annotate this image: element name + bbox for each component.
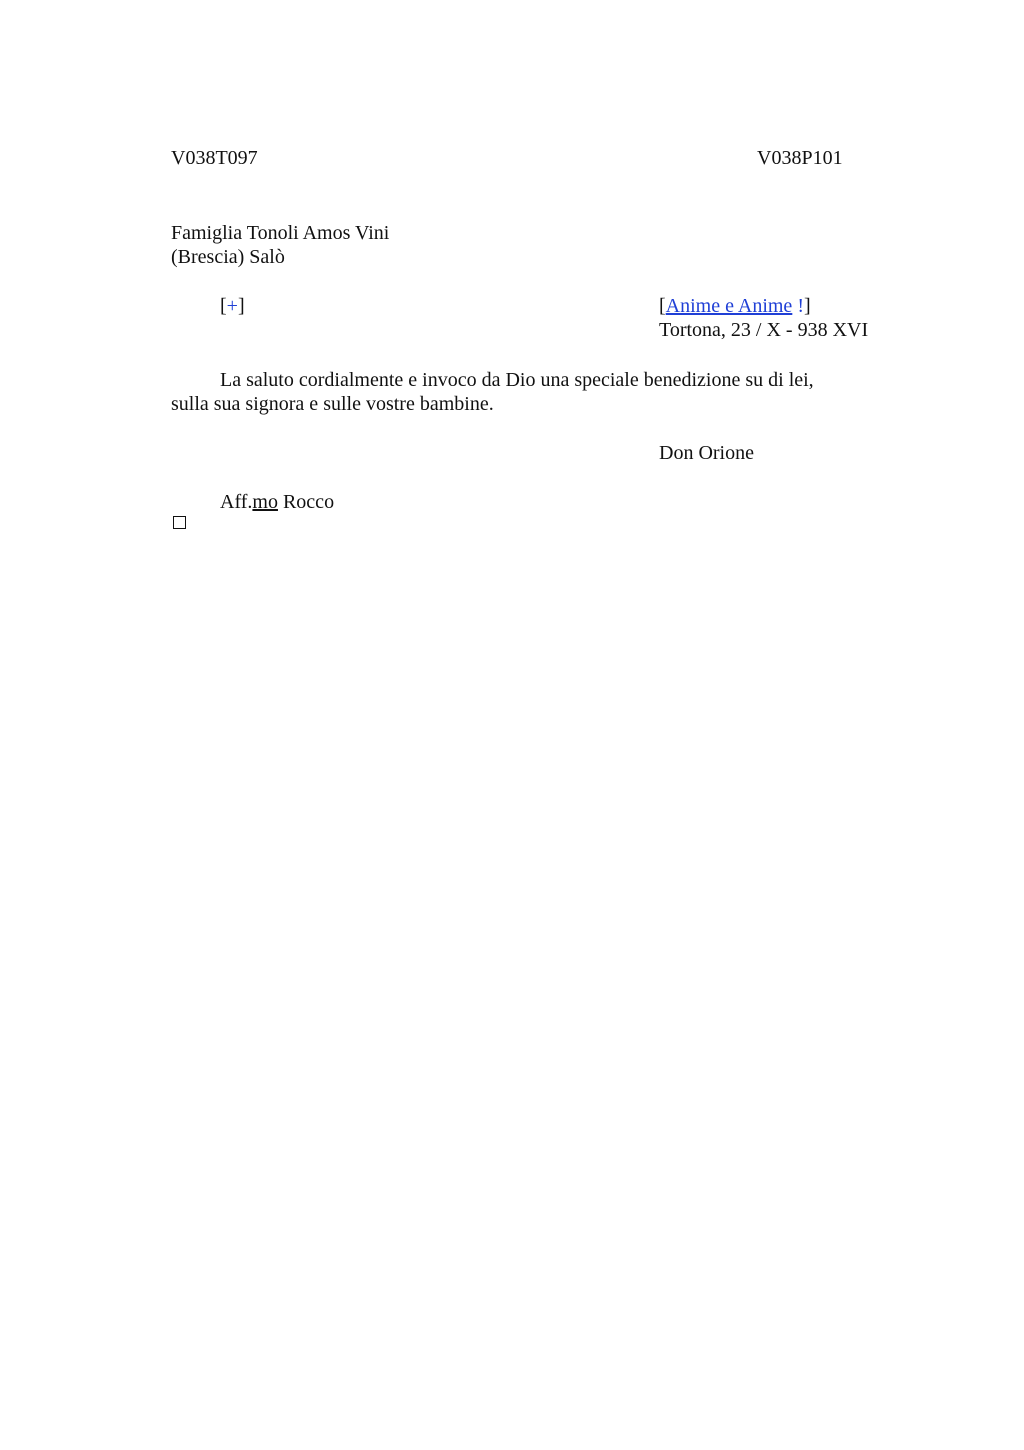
motto-exclamation: ! [797,295,804,317]
postscript-prefix: Aff. [220,491,253,513]
postscript [220,490,334,514]
document-code-right: V038P101 [757,147,843,169]
motto-link[interactable]: Anime e Anime [665,295,793,317]
cross-bracket-open: [ [220,295,227,317]
recipient-name: Famiglia Tonoli Amos Vini [171,222,390,244]
cross-bracket-close: ] [237,295,245,317]
body-text-line-1: La saluto cordialmente e invoco da Dio una speciale benedizione su di lei, [220,369,814,391]
cross-icon: + [226,295,238,317]
cross-symbol [220,294,245,318]
body-text-line-2: sulla sua signora e sulle vostre bambine. [171,393,494,415]
postscript-name: Rocco [277,491,335,513]
signature: Don Orione [659,442,754,464]
empty-square-icon [173,516,186,529]
motto-bracket-open: [ [659,295,666,317]
motto-bracket-close: ] [803,295,811,317]
recipient-location: (Brescia) Salò [171,246,285,268]
motto [659,294,811,318]
postscript-abbreviation: mo [252,491,278,513]
place-date: Tortona, 23 / X - 938 XVI [659,319,869,341]
document-code-left: V038T097 [171,147,258,169]
